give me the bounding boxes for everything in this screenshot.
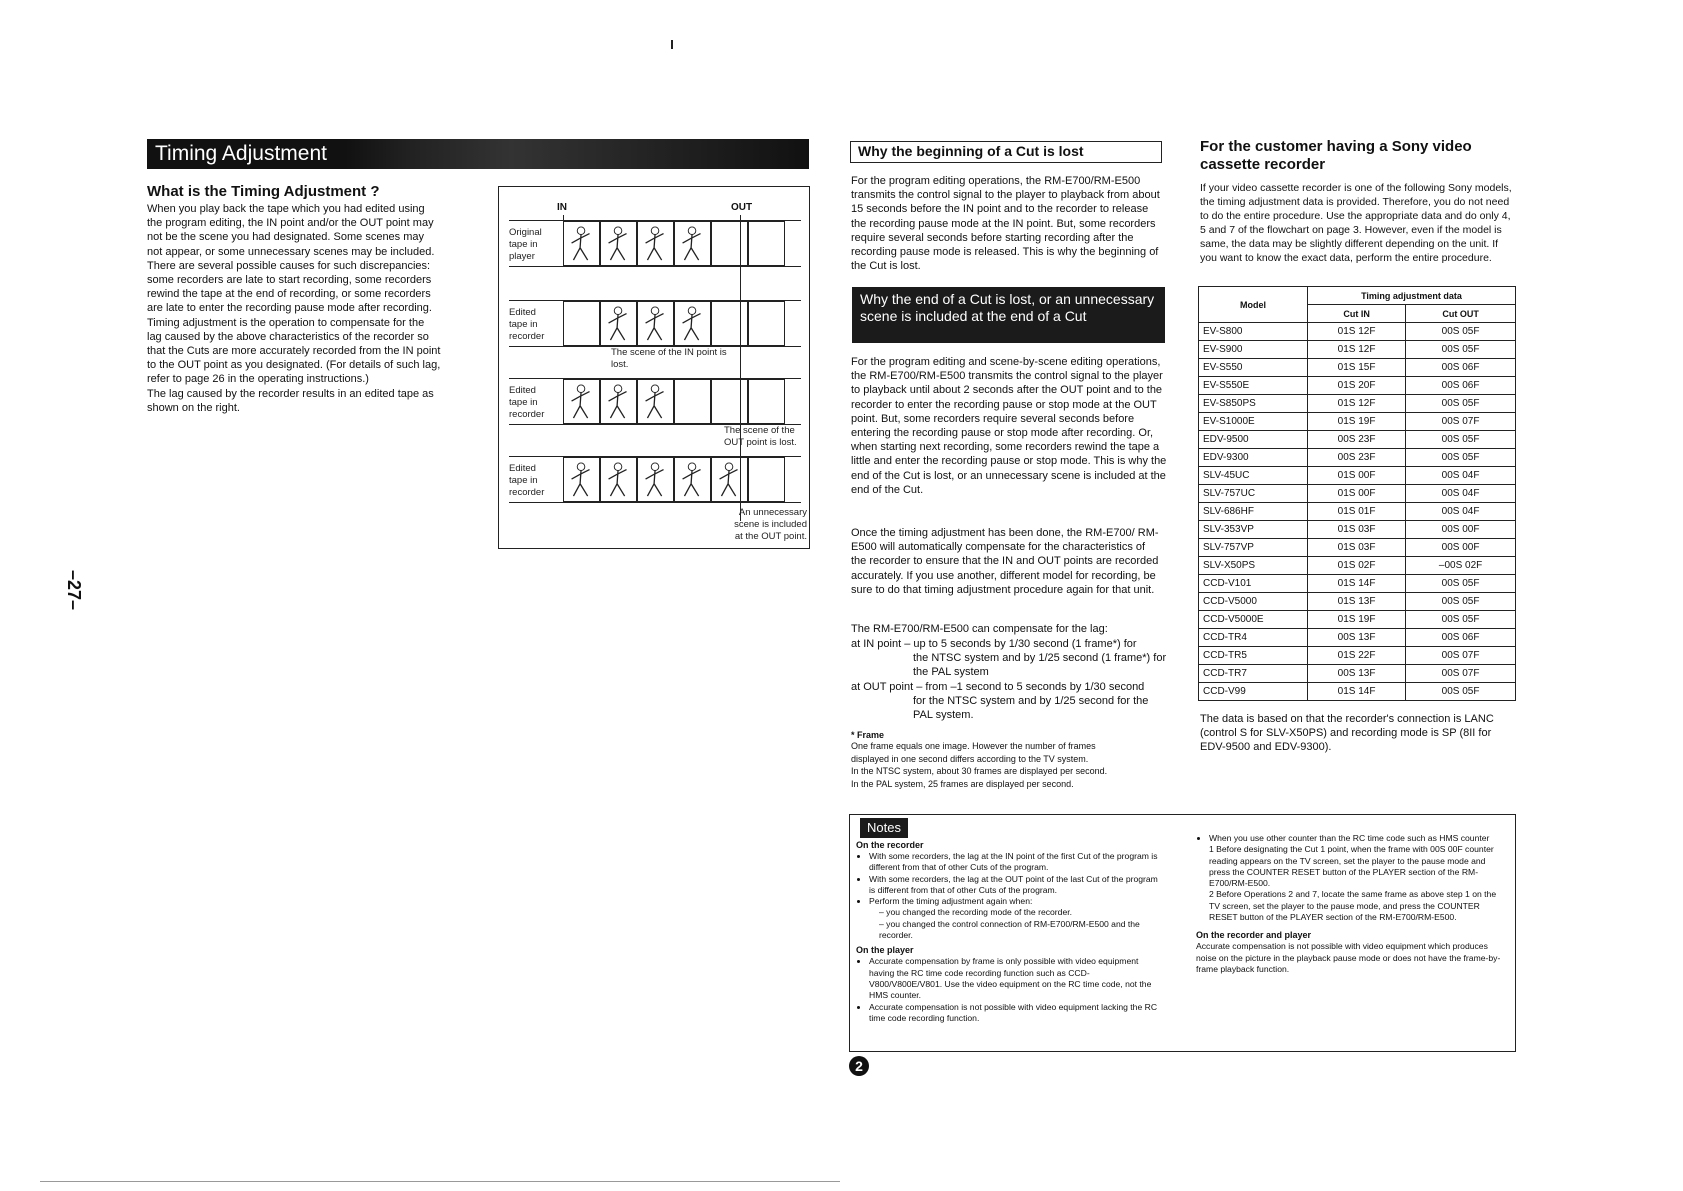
out-point-guide [740,221,741,521]
table-row [1199,341,1516,359]
cell-cut-in: 01S 02F [1308,557,1406,575]
table-footnote: The data is based on that the recorder's connection is LANC (control S for SLV-X50PS) and recording mode is SP (8II for EDV-9500 and EDV-9300). [1200,713,1494,754]
notes-counter-step: 2 Before Operations 2 and 7, locate the same frame as above step 1 on the TV screen, set the player to the pause mode, and press the COUNTER RESET button of the PLAYER section of the RM-E700/RM-E500. [1209,889,1497,923]
col-group: Timing adjustment data [1308,287,1516,305]
cell-model: SLV-757VP [1199,539,1308,557]
cell-cut-in: 00S 13F [1308,629,1406,647]
cell-model: CCD-TR5 [1199,647,1308,665]
cell-cut-out: 00S 07F [1406,413,1516,431]
cell-model: EV-S800 [1199,323,1308,341]
notes-recorder-item: • With some recorders, the lag at the IN point of the first Cut of the program is different from that of other Cuts of the program. [869,851,1161,874]
film-frame [674,301,711,346]
left-body-line: There are several possible causes for such discrepancies: [147,259,431,272]
out-marker-label: OUT [731,202,753,213]
table-row [1199,359,1516,377]
top-tick-mark [671,40,673,49]
notes-recorder-head: On the recorder [856,840,924,850]
table-row [1199,467,1516,485]
cell-cut-out: 00S 07F [1406,665,1516,683]
film-frame [711,457,748,502]
notes-player-head: On the player [856,945,914,956]
cell-cut-in: 01S 03F [1308,521,1406,539]
cell-cut-in: 01S 15F [1308,359,1406,377]
table-row [1199,413,1516,431]
frame-footnote-body [851,740,1167,790]
film-frame [637,301,674,346]
notes-badge: Notes [860,818,908,838]
para-beginning-lost: For the program editing operations, the RM-E700/RM-E500 transmits the control signal to the player to playback from about 15 seconds before the IN point and to the recorder to release the recording pause mode at the IN point. But, some recorders require several seconds before starting recording after the recording pause mode is released. This is why the beginning of the Cut is lost. [851,175,1160,273]
cell-cut-out: 00S 07F [1406,647,1516,665]
film-frame [600,221,637,266]
left-heading: What is the Timing Adjustment ? [147,183,380,200]
cell-model: CCD-TR4 [1199,629,1308,647]
film-frame [637,379,674,424]
cell-cut-out: 00S 05F [1406,323,1516,341]
left-body-line: The lag caused by the recorder results in an edited tape as [147,387,434,400]
timing-diagram [498,186,810,549]
cell-cut-in: 00S 13F [1308,665,1406,683]
left-body-line: rewind the tape at the end of recording, or some recorders [147,288,431,301]
notes-counter-step: 1 Before designating the Cut 1 point, when the frame with 00S 00F counter reading appears on the TV screen, set the player to the pause mode and press the COUNTER RESET button of the PLAYER section of the RM-E700/RM-E500. [1209,844,1494,889]
cell-cut-out: 00S 05F [1406,575,1516,593]
left-body-line: shown on the right. [147,401,240,414]
bottom-rule [40,1181,840,1182]
cell-cut-in: 01S 00F [1308,485,1406,503]
notes-right-col [1196,833,1506,975]
para-after-adjustment: Once the timing adjustment has been done, the RM-E700/ RM-E500 will automatically compensate for the characteristics of the recorder to ensure that the IN and OUT points are recorded accurately. If you use another, different model for recording, be sure to do that timing adjustment procedure again for that unit. [851,527,1159,596]
film-frame [637,457,674,502]
film-frame [674,221,711,266]
cell-cut-in: 01S 22F [1308,647,1406,665]
page-number: –27– [64,569,84,611]
table-row [1199,377,1516,395]
diagram-note-out-lost: The scene of the OUT point is lost. [724,425,797,448]
notes-recorder-item: • Perform the timing adjustment again when: [869,896,1161,907]
in-point-range: at IN point – up to 5 seconds by 1/30 second (1 frame*) for [851,638,1137,650]
cell-cut-out: 00S 05F [1406,395,1516,413]
col-model: Model [1199,287,1308,323]
table-row [1199,575,1516,593]
notes-recorder-list [856,851,1161,907]
notes-recorder-sublist [856,907,1161,941]
cell-cut-out: 00S 04F [1406,485,1516,503]
timing-data-table [1198,286,1516,701]
cell-model: CCD-TR7 [1199,665,1308,683]
diagram-note-in-lost: The scene of the IN point is lost. [611,347,727,370]
film-frame [674,457,711,502]
cell-model: SLV-686HF [1199,503,1308,521]
cell-cut-in: 01S 19F [1308,611,1406,629]
cell-cut-out: 00S 06F [1406,377,1516,395]
left-body-line: to the OUT point as you designated. (For details of such lag, [147,359,441,372]
heading-beginning-lost: Why the beginning of a Cut is lost [850,141,1162,163]
out-point-range: at OUT point – from –1 second to 5 seconds by 1/30 second [851,680,1145,693]
cell-cut-in: 01S 00F [1308,467,1406,485]
left-body-line: not appear, or some unnecessary scenes may be included. [147,245,435,258]
notes-both-head: On the recorder and player [1196,930,1312,941]
film-frame [711,221,748,266]
cell-model: CCD-V99 [1199,683,1308,701]
frame-footnote-line: displayed in one second differs according to the TV system. [851,753,1089,764]
table-row [1199,629,1516,647]
film-frame [674,379,711,424]
left-body-line: not be the scene you had designated. Some scenes may [147,231,425,244]
left-body-line: are late to enter the recording pause mode after recording. [147,302,432,315]
in-point-guide [563,221,564,267]
cell-model: CCD-V101 [1199,575,1308,593]
cell-cut-in: 01S 13F [1308,593,1406,611]
table-row [1199,539,1516,557]
right-intro: If your video cassette recorder is one of the following Sony models, the timing adjustment data is provided. Therefore, you do not need to do the entire procedure. Use the appropriate data and do only 4, 5 and 7 of the flowchart on page 3. However, even if the model is same, the data may be slightly different depending on the unit. If you want to know the exact data, perform the entire procedure. [1200,182,1512,264]
cell-cut-in: 00S 23F [1308,431,1406,449]
diagram-row-label: Original tape in player [509,227,542,262]
film-frame [748,457,785,502]
cell-model: SLV-353VP [1199,521,1308,539]
film-frame [600,457,637,502]
cell-cut-out: –00S 02F [1406,557,1516,575]
cell-cut-out: 00S 00F [1406,539,1516,557]
cell-cut-in: 01S 01F [1308,503,1406,521]
left-body-line: the program editing, the IN point and/or the OUT point may [147,217,434,230]
table-row [1199,431,1516,449]
cell-cut-out: 00S 05F [1406,341,1516,359]
right-heading: For the customer having a Sony video cassette recorder [1200,138,1472,173]
table-row [1199,485,1516,503]
notes-recorder-subitem: – you changed the control connection of RM-E700/RM-E500 and the recorder. [879,918,1140,941]
cell-model: SLV-X50PS [1199,557,1308,575]
left-body-line: Timing adjustment is the operation to compensate for the [147,316,425,329]
left-body-line: that the Cuts are more accurately recorded from the IN point [147,345,441,358]
cell-cut-out: 00S 05F [1406,449,1516,467]
cell-cut-out: 00S 04F [1406,467,1516,485]
table-row [1199,683,1516,701]
film-frame [563,457,600,502]
cell-cut-out: 00S 05F [1406,611,1516,629]
cell-model: EDV-9500 [1199,431,1308,449]
left-column [147,183,467,415]
notes-counter-steps [1196,844,1506,923]
cell-cut-out: 00S 05F [1406,431,1516,449]
col-cut-in: Cut IN [1308,305,1406,323]
notes-player-list [856,956,1161,1024]
cell-cut-out: 00S 06F [1406,359,1516,377]
cell-model: SLV-757UC [1199,485,1308,503]
diagram-row-label: Edited tape in recorder [509,307,545,342]
cell-cut-in: 01S 03F [1308,539,1406,557]
cell-cut-in: 01S 14F [1308,683,1406,701]
film-frame [711,379,748,424]
cell-cut-out: 00S 00F [1406,521,1516,539]
cell-cut-out: 00S 04F [1406,503,1516,521]
notes-left-col [856,839,1161,1024]
page-marker-circle: 2 [849,1056,869,1076]
diagram-note-extra-scene: An unnecessary scene is included at the OUT point. [734,507,807,542]
film-frame [563,379,600,424]
film-frame [600,379,637,424]
out-point-range-cont: for the NTSC system and by 1/25 second for the PAL system. [913,694,1149,722]
diagram-row-label: Edited tape in recorder [509,463,545,498]
frame-footnote-line: In the PAL system, 25 frames are displayed per second. [851,778,1074,789]
cell-model: SLV-45UC [1199,467,1308,485]
cell-model: EV-S850PS [1199,395,1308,413]
cell-cut-in: 01S 12F [1308,395,1406,413]
table-row [1199,557,1516,575]
section-banner [147,139,809,169]
film-frame [563,221,600,266]
diagram-row-line-bottom [509,502,801,503]
cell-model: EV-S550 [1199,359,1308,377]
frame-footnote-line: One frame equals one image. However the number of frames [851,741,1096,751]
in-point-range-cont: the NTSC system and by 1/25 second (1 frame*) for the PAL system [913,652,1167,679]
table-row [1199,521,1516,539]
notes-both-text: Accurate compensation is not possible with video equipment which produces noise on the picture in the playback pause mode or does not have the frame-by-frame playback function. [1196,941,1501,974]
film-frame [637,221,674,266]
frame-footnote [851,730,1167,790]
cell-cut-out: 00S 06F [1406,629,1516,647]
cell-cut-in: 01S 20F [1308,377,1406,395]
cell-model: CCD-V5000E [1199,611,1308,629]
table-row [1199,611,1516,629]
film-frame [563,301,600,346]
left-body-line: lag caused by the above characteristics of the recorder so [147,330,429,343]
cell-model: EV-S550E [1199,377,1308,395]
cell-model: EV-S900 [1199,341,1308,359]
film-frame [748,221,785,266]
col-cut-out: Cut OUT [1406,305,1516,323]
table-row [1199,593,1516,611]
cell-model: EDV-9300 [1199,449,1308,467]
notes-recorder-subitem: – you changed the recording mode of the recorder. [879,907,1073,918]
banner-title: Timing Adjustment [155,142,327,165]
left-body-line: some recorders are late to start recording, some recorders [147,274,432,287]
frame-footnote-head: * Frame [851,730,885,740]
table-row [1199,449,1516,467]
film-frame [600,301,637,346]
table-body [1199,323,1516,701]
left-body-line: When you play back the tape which you had edited using [147,203,425,215]
cell-cut-in: 01S 19F [1308,413,1406,431]
left-body-line: refer to page 26 in the operating instructions.) [147,373,369,386]
film-frame [711,301,748,346]
film-frame [748,301,785,346]
table-row [1199,395,1516,413]
diagram-row-label: Edited tape in recorder [509,385,545,420]
table-row [1199,665,1516,683]
cell-model: CCD-V5000 [1199,593,1308,611]
cell-model: EV-S1000E [1199,413,1308,431]
frame-footnote-line: In the NTSC system, about 30 frames are displayed per second. [851,766,1108,776]
diagram-row-line-bottom [509,266,801,267]
notes-recorder-item: • With some recorders, the lag at the OUT point of the last Cut of the program is different from that of other Cuts of the program. [869,874,1161,897]
para-end-lost: For the program editing and scene-by-scene editing operations, the RM-E700/RM-E500 transmits the control signal to the player to playback until about 2 seconds after the OUT point and to the recorder to enter the recording pause or stop mode at the OUT point. But, some recorders require several seconds before entering the recording pause or stop mode after recording. Or, when starting next recording, some recorders rewind the tape a little and enter the recording pause or stop mode. This is why the end of the Cut is lost, or an unnecessary scene is included at the end of the Cut. [851,356,1167,496]
notes-player-item: • Accurate compensation is not possible with video equipment lacking the RC time code recording function. [869,1002,1161,1025]
left-body [147,202,467,415]
table-row [1199,503,1516,521]
cell-cut-out: 00S 05F [1406,683,1516,701]
cell-cut-in: 01S 12F [1308,323,1406,341]
compensation-ranges [851,637,1167,722]
film-frame [748,379,785,424]
table-row [1199,323,1516,341]
heading-end-lost: Why the end of a Cut is lost, or an unnecessary scene is included at the end of a Cut [852,287,1165,343]
in-marker-label: IN [557,202,567,213]
para-compensation: The RM-E700/RM-E500 can compensate for the lag: [851,623,1108,635]
cell-cut-out: 00S 05F [1406,593,1516,611]
notes-player-item: • Accurate compensation by frame is only possible with video equipment having the RC time code recording function such as CCD-V800/V800E/V801. Use the video equipment on the RC time code, not the HMS counter. [869,956,1161,1001]
notes-counter-item: • When you use other counter than the RC time code such as HMS counter [1209,833,1506,844]
cell-cut-in: 01S 14F [1308,575,1406,593]
cell-cut-in: 01S 12F [1308,341,1406,359]
table-row [1199,647,1516,665]
cell-cut-in: 00S 23F [1308,449,1406,467]
